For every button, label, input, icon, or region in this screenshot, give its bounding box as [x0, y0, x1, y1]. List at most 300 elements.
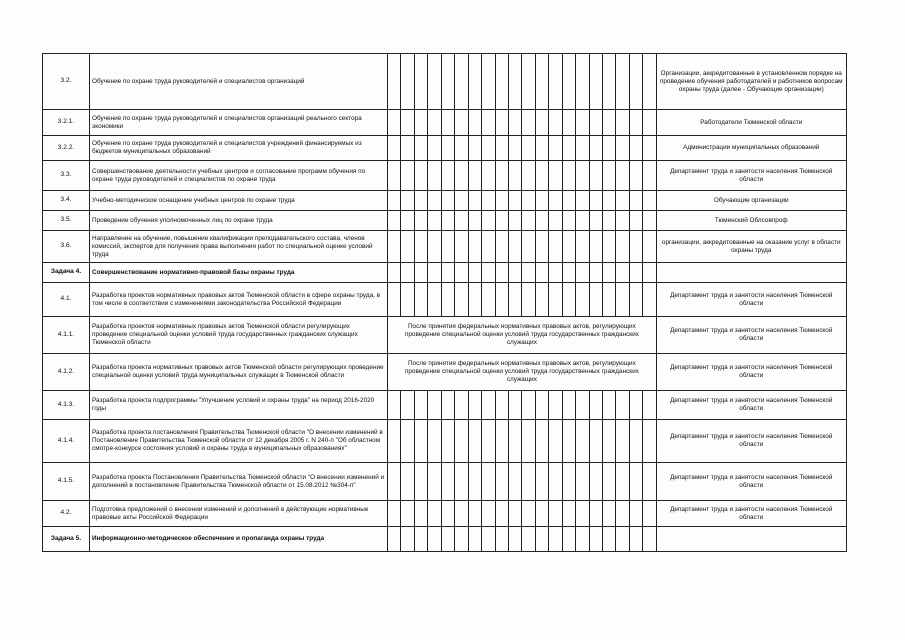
schedule-cell	[549, 191, 562, 211]
event-cell: Совершенствование деятельности учебных центров и согласование программ обучения по охране труда руководителей и специалистов по охране труда	[90, 161, 388, 191]
table-row	[43, 263, 847, 283]
schedule-cell	[388, 463, 401, 501]
schedule-note: После принятия федеральных нормативных правовых актов, регулирующих проведение специальной оценки условий труда государственных гражданских служащих	[388, 317, 657, 354]
responsible-cell: Департамент труда и занятости населения Тюменской области	[656, 391, 846, 420]
row-number: 3.2.	[43, 54, 90, 110]
schedule-cell	[401, 136, 414, 161]
table-row	[43, 391, 847, 420]
table-row	[43, 317, 847, 354]
schedule-cell	[629, 283, 642, 317]
responsible-cell: организации, аккредитованные на оказание услуг в области охраны труда	[656, 231, 846, 263]
schedule-cell	[549, 231, 562, 263]
schedule-cell	[468, 191, 481, 211]
schedule-cell	[455, 283, 468, 317]
schedule-cell	[549, 136, 562, 161]
table-row	[43, 231, 847, 263]
schedule-cell	[455, 211, 468, 231]
event-cell: Разработка проектов нормативных правовых актов Тюменской области в сфере охраны труда, в том числе в соответствии с изменениями законодательства Российской Федерации	[90, 283, 388, 317]
schedule-cell	[482, 191, 495, 211]
schedule-cell	[388, 420, 401, 463]
schedule-cell	[643, 54, 656, 110]
schedule-cell	[549, 501, 562, 527]
schedule-cell	[482, 420, 495, 463]
schedule-cell	[535, 211, 548, 231]
schedule-cell	[388, 136, 401, 161]
schedule-cell	[535, 527, 548, 552]
schedule-cell	[562, 211, 575, 231]
schedule-cell	[535, 391, 548, 420]
schedule-cell	[603, 463, 616, 501]
row-number: Задача 4.	[43, 263, 90, 283]
schedule-cell	[495, 501, 508, 527]
schedule-cell	[549, 283, 562, 317]
schedule-cell	[401, 463, 414, 501]
schedule-cell	[414, 161, 427, 191]
schedule-cell	[495, 110, 508, 136]
schedule-cell	[576, 420, 589, 463]
schedule-cell	[562, 54, 575, 110]
table-row	[43, 501, 847, 527]
schedule-cell	[414, 54, 427, 110]
schedule-cell	[603, 527, 616, 552]
event-cell: Разработка проекта постановления Правительства Тюменской области "О внесении изменений в Постановление Правительства Тюменской области от 12 декабря 2005 г. N 240-п "Об областном смотре-конкурсе состояния условий и охраны труда в муниципальных образованиях"	[90, 420, 388, 463]
schedule-cell	[428, 231, 441, 263]
row-number: 4.2.	[43, 501, 90, 527]
schedule-cell	[508, 463, 521, 501]
schedule-cell	[629, 420, 642, 463]
schedule-cell	[535, 263, 548, 283]
row-number: 4.1.	[43, 283, 90, 317]
schedule-cell	[589, 391, 602, 420]
schedule-cell	[508, 527, 521, 552]
schedule-cell	[589, 463, 602, 501]
schedule-cell	[643, 527, 656, 552]
schedule-cell	[522, 136, 535, 161]
schedule-cell	[455, 391, 468, 420]
schedule-cell	[482, 110, 495, 136]
schedule-cell	[495, 191, 508, 211]
schedule-cell	[643, 191, 656, 211]
schedule-cell	[522, 54, 535, 110]
schedule-cell	[603, 161, 616, 191]
schedule-cell	[495, 54, 508, 110]
schedule-cell	[562, 283, 575, 317]
schedule-cell	[495, 161, 508, 191]
schedule-cell	[441, 527, 454, 552]
table-row	[43, 136, 847, 161]
schedule-cell	[562, 463, 575, 501]
schedule-cell	[616, 501, 629, 527]
schedule-cell	[482, 211, 495, 231]
schedule-cell	[549, 391, 562, 420]
schedule-cell	[468, 110, 481, 136]
schedule-cell	[576, 54, 589, 110]
row-number: 3.2.2.	[43, 136, 90, 161]
schedule-cell	[535, 231, 548, 263]
event-cell: Обучение по охране труда руководителей и специалистов учреждений финансируемых из бюджетов муниципальных образований	[90, 136, 388, 161]
schedule-cell	[388, 231, 401, 263]
schedule-cell	[508, 161, 521, 191]
schedule-cell	[616, 420, 629, 463]
event-cell: Подготовка предложений о внесении изменений и дополнений в действующие нормативные правовые акты Российской Федерации	[90, 501, 388, 527]
event-cell: Информационно-методическое обеспечение и пропаганда охраны труда	[90, 527, 388, 552]
schedule-cell	[455, 501, 468, 527]
schedule-cell	[562, 263, 575, 283]
schedule-cell	[468, 420, 481, 463]
schedule-cell	[468, 211, 481, 231]
event-cell: Разработка проекта нормативных правовых актов Тюменской области регулирующих проведение специальной оценки условий труда муниципальных служащих в Тюменской области	[90, 354, 388, 391]
schedule-cell	[629, 501, 642, 527]
schedule-cell	[495, 211, 508, 231]
schedule-cell	[562, 161, 575, 191]
schedule-cell	[441, 501, 454, 527]
schedule-cell	[643, 231, 656, 263]
table-row	[43, 283, 847, 317]
responsible-cell: Департамент труда и занятости населения Тюменской области	[656, 161, 846, 191]
schedule-cell	[535, 420, 548, 463]
table-row	[43, 420, 847, 463]
schedule-cell	[535, 191, 548, 211]
table-row	[43, 527, 847, 552]
schedule-cell	[388, 161, 401, 191]
schedule-cell	[589, 420, 602, 463]
schedule-cell	[441, 161, 454, 191]
schedule-cell	[401, 527, 414, 552]
schedule-cell	[401, 420, 414, 463]
schedule-cell	[455, 263, 468, 283]
schedule-cell	[414, 191, 427, 211]
schedule-cell	[455, 420, 468, 463]
schedule-cell	[441, 54, 454, 110]
table-row	[43, 161, 847, 191]
schedule-cell	[589, 263, 602, 283]
responsible-cell	[656, 263, 846, 283]
schedule-cell	[414, 391, 427, 420]
schedule-cell	[589, 191, 602, 211]
responsible-cell: Департамент труда и занятости населения Тюменской области	[656, 354, 846, 391]
row-number: 4.1.1.	[43, 317, 90, 354]
schedule-cell	[482, 263, 495, 283]
schedule-cell	[576, 211, 589, 231]
schedule-cell	[455, 136, 468, 161]
schedule-cell	[455, 54, 468, 110]
schedule-cell	[562, 391, 575, 420]
schedule-cell	[535, 110, 548, 136]
schedule-cell	[549, 211, 562, 231]
plan-table	[42, 53, 847, 552]
schedule-cell	[482, 527, 495, 552]
schedule-cell	[522, 161, 535, 191]
schedule-cell	[616, 110, 629, 136]
schedule-cell	[414, 263, 427, 283]
schedule-cell	[401, 391, 414, 420]
schedule-cell	[441, 283, 454, 317]
schedule-cell	[482, 136, 495, 161]
event-cell: Обучение по охране труда руководителей и специалистов организаций	[90, 54, 388, 110]
row-number: 4.1.4.	[43, 420, 90, 463]
schedule-cell	[495, 391, 508, 420]
schedule-cell	[589, 110, 602, 136]
schedule-cell	[468, 161, 481, 191]
schedule-cell	[495, 463, 508, 501]
schedule-cell	[522, 191, 535, 211]
row-number: 3.3.	[43, 161, 90, 191]
schedule-cell	[455, 463, 468, 501]
responsible-cell: Департамент труда и занятости населения Тюменской области	[656, 317, 846, 354]
schedule-cell	[441, 391, 454, 420]
schedule-cell	[576, 110, 589, 136]
schedule-cell	[629, 211, 642, 231]
schedule-cell	[589, 211, 602, 231]
schedule-cell	[468, 527, 481, 552]
schedule-cell	[576, 191, 589, 211]
schedule-cell	[414, 110, 427, 136]
schedule-cell	[388, 110, 401, 136]
schedule-cell	[576, 231, 589, 263]
table-row	[43, 463, 847, 501]
schedule-cell	[508, 211, 521, 231]
schedule-cell	[441, 191, 454, 211]
schedule-cell	[414, 211, 427, 231]
schedule-cell	[482, 283, 495, 317]
schedule-cell	[388, 263, 401, 283]
schedule-cell	[441, 463, 454, 501]
schedule-cell	[468, 391, 481, 420]
schedule-cell	[401, 110, 414, 136]
schedule-cell	[495, 283, 508, 317]
schedule-cell	[576, 391, 589, 420]
schedule-cell	[482, 231, 495, 263]
schedule-cell	[388, 191, 401, 211]
schedule-cell	[428, 161, 441, 191]
schedule-cell	[562, 136, 575, 161]
row-number: 3.6.	[43, 231, 90, 263]
schedule-cell	[589, 161, 602, 191]
schedule-cell	[401, 161, 414, 191]
schedule-cell	[576, 161, 589, 191]
table-row	[43, 191, 847, 211]
schedule-cell	[522, 231, 535, 263]
schedule-cell	[428, 420, 441, 463]
schedule-cell	[441, 420, 454, 463]
schedule-cell	[428, 527, 441, 552]
schedule-cell	[508, 54, 521, 110]
schedule-cell	[468, 463, 481, 501]
schedule-cell	[603, 283, 616, 317]
schedule-cell	[508, 391, 521, 420]
schedule-cell	[401, 191, 414, 211]
schedule-cell	[643, 110, 656, 136]
schedule-cell	[508, 420, 521, 463]
row-number: 4.1.3.	[43, 391, 90, 420]
schedule-cell	[616, 161, 629, 191]
schedule-cell	[522, 263, 535, 283]
schedule-cell	[576, 501, 589, 527]
schedule-cell	[562, 420, 575, 463]
schedule-cell	[522, 110, 535, 136]
schedule-cell	[616, 391, 629, 420]
schedule-cell	[643, 161, 656, 191]
schedule-cell	[388, 54, 401, 110]
schedule-cell	[603, 110, 616, 136]
row-number: 3.2.1.	[43, 110, 90, 136]
schedule-cell	[428, 54, 441, 110]
schedule-cell	[535, 283, 548, 317]
schedule-cell	[603, 501, 616, 527]
schedule-cell	[589, 231, 602, 263]
schedule-cell	[589, 527, 602, 552]
schedule-cell	[468, 54, 481, 110]
schedule-cell	[643, 211, 656, 231]
schedule-cell	[629, 391, 642, 420]
schedule-cell	[549, 463, 562, 501]
schedule-cell	[388, 211, 401, 231]
table-row	[43, 54, 847, 110]
schedule-cell	[576, 136, 589, 161]
schedule-cell	[643, 136, 656, 161]
schedule-cell	[616, 136, 629, 161]
row-number: 4.1.2.	[43, 354, 90, 391]
schedule-cell	[576, 283, 589, 317]
schedule-cell	[522, 391, 535, 420]
schedule-cell	[414, 420, 427, 463]
schedule-cell	[441, 231, 454, 263]
schedule-cell	[508, 283, 521, 317]
schedule-cell	[643, 283, 656, 317]
table-row	[43, 354, 847, 391]
schedule-cell	[401, 231, 414, 263]
schedule-cell	[616, 463, 629, 501]
schedule-cell	[603, 420, 616, 463]
schedule-cell	[414, 463, 427, 501]
schedule-cell	[522, 283, 535, 317]
schedule-cell	[428, 463, 441, 501]
schedule-cell	[414, 283, 427, 317]
schedule-cell	[414, 527, 427, 552]
schedule-cell	[508, 110, 521, 136]
schedule-cell	[482, 54, 495, 110]
table-row	[43, 211, 847, 231]
schedule-cell	[562, 110, 575, 136]
schedule-cell	[388, 527, 401, 552]
schedule-cell	[441, 136, 454, 161]
schedule-cell	[455, 161, 468, 191]
schedule-cell	[629, 463, 642, 501]
schedule-cell	[603, 391, 616, 420]
schedule-cell	[455, 191, 468, 211]
schedule-cell	[455, 110, 468, 136]
schedule-cell	[428, 263, 441, 283]
event-cell: Учебно-методическое оснащение учебных центров по охране труда	[90, 191, 388, 211]
row-number: Задача 5.	[43, 527, 90, 552]
schedule-cell	[428, 191, 441, 211]
schedule-cell	[616, 263, 629, 283]
schedule-cell	[535, 501, 548, 527]
responsible-cell: Работодатели Тюменской области	[656, 110, 846, 136]
schedule-cell	[388, 283, 401, 317]
schedule-cell	[508, 263, 521, 283]
schedule-cell	[603, 54, 616, 110]
schedule-cell	[629, 191, 642, 211]
schedule-cell	[414, 136, 427, 161]
schedule-note: После принятия федеральных нормативных правовых актов, регулирующих проведение специальной оценки условий труда государственных гражданских служащих	[388, 354, 657, 391]
schedule-cell	[508, 136, 521, 161]
schedule-cell	[643, 463, 656, 501]
event-cell: Направление на обучение, повышение квалификации преподавательского состава, членов комиссий, экспертов для получения права выполнения работ по специальной оценке условий труда	[90, 231, 388, 263]
schedule-cell	[562, 191, 575, 211]
schedule-cell	[508, 191, 521, 211]
responsible-cell: Организации, аккредитованные в установленном порядке на проведение обучения работодателей и работников вопросам охраны труда (далее - Обучающие организации)	[656, 54, 846, 110]
schedule-cell	[522, 420, 535, 463]
schedule-cell	[616, 211, 629, 231]
schedule-cell	[428, 110, 441, 136]
schedule-cell	[603, 191, 616, 211]
schedule-cell	[441, 211, 454, 231]
responsible-cell: Департамент труда и занятости населения Тюменской области	[656, 501, 846, 527]
schedule-cell	[495, 420, 508, 463]
schedule-cell	[616, 283, 629, 317]
schedule-cell	[401, 501, 414, 527]
schedule-cell	[603, 211, 616, 231]
schedule-cell	[603, 263, 616, 283]
schedule-cell	[629, 54, 642, 110]
schedule-cell	[414, 501, 427, 527]
schedule-cell	[589, 54, 602, 110]
schedule-cell	[428, 283, 441, 317]
schedule-cell	[643, 263, 656, 283]
schedule-cell	[495, 231, 508, 263]
schedule-cell	[603, 231, 616, 263]
schedule-cell	[441, 263, 454, 283]
table-row	[43, 110, 847, 136]
schedule-cell	[549, 420, 562, 463]
schedule-cell	[576, 463, 589, 501]
row-number: 4.1.5.	[43, 463, 90, 501]
schedule-cell	[629, 161, 642, 191]
schedule-cell	[468, 283, 481, 317]
schedule-cell	[401, 263, 414, 283]
schedule-cell	[428, 501, 441, 527]
schedule-cell	[589, 501, 602, 527]
event-cell: Обучение по охране труда руководителей и специалистов организаций реального сектора экономики	[90, 110, 388, 136]
schedule-cell	[388, 391, 401, 420]
schedule-cell	[629, 231, 642, 263]
event-cell: Разработка проектов нормативных правовых актов Тюменской области регулирующих проведение специальной оценки условий труда государственных гражданских служащих Тюменской области	[90, 317, 388, 354]
responsible-cell: Обучающие организации	[656, 191, 846, 211]
responsible-cell	[656, 527, 846, 552]
schedule-cell	[629, 110, 642, 136]
schedule-cell	[576, 527, 589, 552]
schedule-cell	[455, 527, 468, 552]
schedule-cell	[482, 391, 495, 420]
schedule-cell	[482, 463, 495, 501]
schedule-cell	[401, 54, 414, 110]
schedule-cell	[495, 136, 508, 161]
schedule-cell	[441, 110, 454, 136]
schedule-cell	[535, 54, 548, 110]
schedule-cell	[535, 161, 548, 191]
schedule-cell	[468, 263, 481, 283]
schedule-cell	[522, 527, 535, 552]
schedule-cell	[468, 231, 481, 263]
schedule-cell	[468, 136, 481, 161]
schedule-cell	[428, 391, 441, 420]
schedule-cell	[562, 527, 575, 552]
responsible-cell: Департамент труда и занятости населения Тюменской области	[656, 463, 846, 501]
schedule-cell	[401, 283, 414, 317]
schedule-cell	[522, 211, 535, 231]
schedule-cell	[629, 136, 642, 161]
